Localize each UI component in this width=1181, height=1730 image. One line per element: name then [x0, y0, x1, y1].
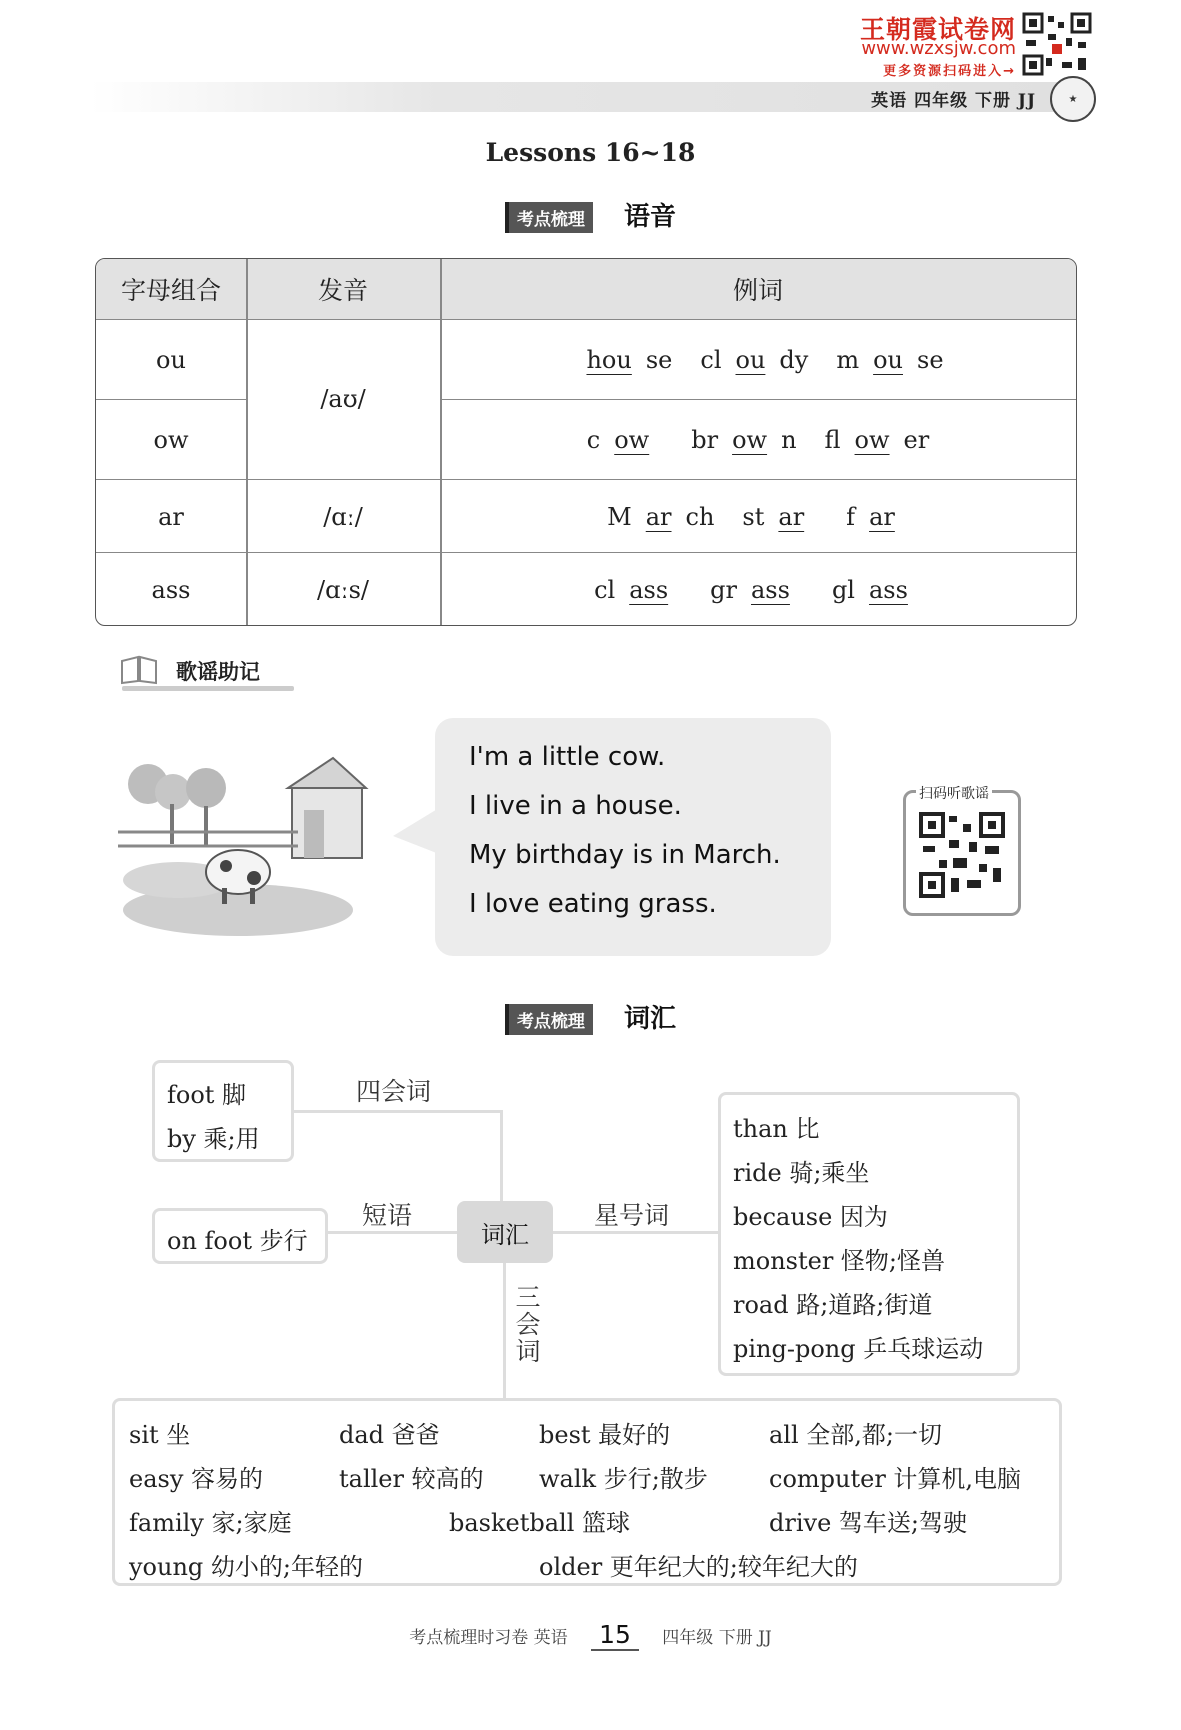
example-word: M ar ch	[607, 502, 715, 531]
rhyme-label-underline	[122, 686, 294, 691]
footer-left: 考点梳理时习卷 英语	[409, 1628, 568, 1648]
column-header: 字母组合	[120, 276, 221, 305]
vocab-word: computer 计算机,电脑	[769, 1465, 1022, 1493]
vocab-word: than 比	[733, 1115, 820, 1143]
words-cell	[440, 320, 1076, 400]
vocab-heading	[0, 998, 1181, 1035]
column-header: 例词	[732, 276, 783, 305]
vocab-word: on foot 步行	[167, 1227, 308, 1255]
table-row	[440, 399, 1076, 480]
subject-line: 英语 四年级 下册 JJ	[871, 91, 1036, 111]
connector-line	[290, 1110, 500, 1113]
vocab-word: taller 较高的	[339, 1465, 484, 1493]
cow-barn-illustration	[118, 740, 372, 942]
vocab-word: easy 容易的	[129, 1465, 264, 1493]
phrases-box	[152, 1208, 328, 1264]
seal-badge-icon: ★	[1050, 76, 1096, 122]
footer-right: 四年级 下册 JJ	[662, 1628, 772, 1648]
vocab-word: all 全部,都;一切	[769, 1421, 943, 1449]
four-skill-label: 四会词	[356, 1077, 432, 1106]
phonics-heading	[0, 196, 1181, 233]
brand-url[interactable]: www.wzxsjw.com	[861, 38, 1016, 59]
vocab-word: by 乘;用	[167, 1125, 260, 1153]
vocab-word: family 家;家庭	[129, 1509, 292, 1537]
page-footer	[0, 1620, 1181, 1651]
combo-cell: ou	[156, 346, 186, 374]
combo-cell: ar	[158, 502, 184, 531]
combo-cell: ow	[153, 426, 189, 454]
qr-code-icon[interactable]	[919, 812, 1005, 898]
page-number: 15	[591, 1620, 639, 1651]
table-row	[96, 552, 1076, 626]
example-word: gl ass	[831, 575, 908, 604]
rhyme-line: I live in a house.	[469, 791, 682, 821]
song-qr-label: 扫码听歌谣	[916, 783, 992, 803]
sound-cell: /ɑː/	[323, 502, 363, 531]
vocab-section-name: 词汇	[624, 1004, 677, 1034]
table-header-row	[96, 259, 1076, 319]
table-row	[96, 399, 246, 480]
rhyme-label: 歌谣助记	[176, 660, 260, 684]
table-row	[96, 479, 1076, 553]
example-word: br ow n	[691, 426, 797, 454]
example-word: c ow	[586, 426, 650, 454]
star-words-box	[718, 1092, 1020, 1376]
words-cell	[440, 480, 1076, 553]
example-word: gr ass	[710, 575, 790, 604]
example-word: st ar	[742, 502, 805, 531]
vocab-word: walk 步行;散步	[539, 1465, 708, 1493]
example-word: cl ass	[594, 575, 669, 604]
vocab-word: foot 脚	[167, 1081, 247, 1109]
column-header: 发音	[317, 276, 368, 305]
speech-bubble-tail	[393, 808, 439, 854]
four-skill-words-box	[152, 1060, 294, 1162]
three-skill-label: 三会词	[512, 1284, 541, 1365]
example-word: hou se	[586, 346, 673, 374]
example-word: cl ou dy	[700, 346, 809, 374]
rhyme-line: I love eating grass.	[469, 889, 717, 919]
rhyme-speech-bubble	[435, 718, 831, 956]
vocab-word: ping-pong 乒乓球运动	[733, 1335, 984, 1363]
rhyme-line: I'm a little cow.	[469, 742, 666, 772]
vocab-word: older 更年纪大的;较年纪大的	[539, 1553, 858, 1581]
table-row	[96, 319, 1076, 400]
phonics-section-name: 语音	[624, 202, 677, 232]
words-cell	[440, 400, 1076, 480]
example-word: m ou se	[836, 346, 944, 374]
vocab-word: sit 坐	[129, 1421, 191, 1449]
section-tag: 考点梳理	[505, 202, 593, 233]
sound-cell: /ɑːs/	[317, 575, 369, 604]
book-icon	[120, 655, 160, 685]
column-divider	[440, 259, 442, 625]
rhyme-line: My birthday is in March.	[469, 840, 781, 870]
sound-cell: /aʊ/	[320, 385, 366, 413]
vocab-word: drive 驾车送;驾驶	[769, 1509, 967, 1537]
combo-cell: ass	[151, 575, 191, 604]
vocab-word: monster 怪物;怪兽	[733, 1247, 946, 1275]
brand-title: 王朝霞试卷网	[859, 15, 1016, 44]
vocab-word: young 幼小的;年轻的	[129, 1553, 363, 1581]
column-divider	[246, 259, 248, 625]
phonics-table	[95, 258, 1077, 626]
lesson-title: Lessons 16~18	[485, 138, 696, 167]
example-word: fl ow er	[824, 426, 930, 454]
vocab-word: basketball 篮球	[449, 1509, 631, 1537]
vocab-center-node: 词汇	[457, 1201, 553, 1263]
section-tag: 考点梳理	[505, 1004, 593, 1035]
brand-more-text: 更多资源扫码进入→	[883, 64, 1016, 79]
vocab-word: ride 骑;乘坐	[733, 1159, 870, 1187]
three-skill-words-box	[112, 1398, 1062, 1586]
words-cell	[440, 553, 1076, 626]
connector-line	[503, 1263, 506, 1403]
example-word: f ar	[846, 502, 895, 531]
vocab-word: road 路;道路;街道	[733, 1291, 933, 1319]
vocab-word: best 最好的	[539, 1421, 671, 1449]
qr-code-icon[interactable]	[1022, 12, 1092, 76]
star-words-label: 星号词	[594, 1201, 670, 1230]
vocab-word: dad 爸爸	[339, 1421, 440, 1449]
vocab-word: because 因为	[733, 1203, 888, 1231]
phrase-label: 短语	[362, 1201, 413, 1230]
connector-line	[500, 1110, 503, 1202]
